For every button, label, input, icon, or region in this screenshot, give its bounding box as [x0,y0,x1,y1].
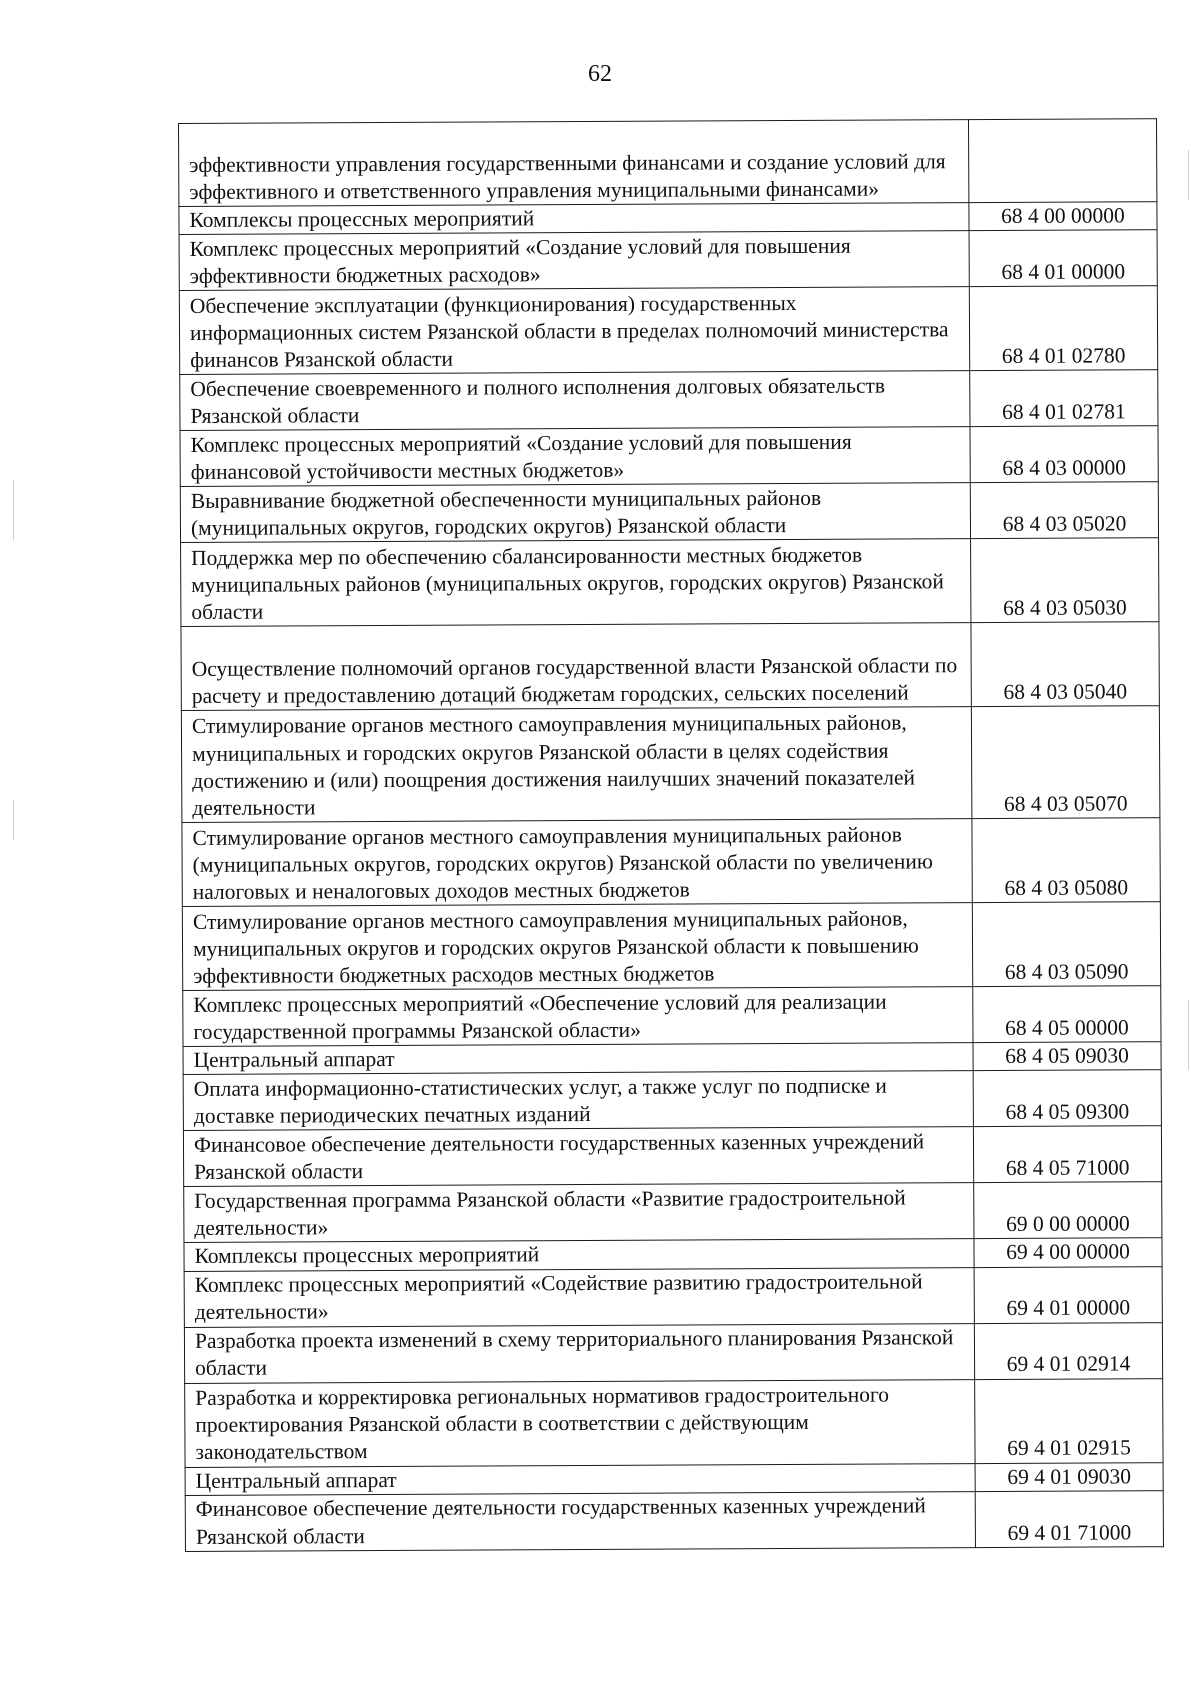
table-row [182,902,1160,991]
table-row [179,230,1157,291]
row-code: 68 4 05 09030 [973,1042,1161,1071]
row-name: эффективности управления государственными финансами и создание условий для эффективного и ответственного управления муниципальными финансами» [179,120,969,207]
row-name: Комплексы процессных мероприятий [184,1239,974,1271]
row-name: Комплекс процессных мероприятий «Создание условий для повышения эффективности бюджетных расходов» [179,231,969,291]
scan-edge-mark [13,800,14,840]
table-row [184,1182,1162,1243]
row-code: 69 4 01 00000 [974,1266,1162,1323]
row-name: Обеспечение эксплуатации (функционирования) государственных информационных систем Рязанской области в пределах полномочий министерства финансов Рязанской области [179,287,969,375]
row-code: 69 4 01 02914 [974,1322,1162,1379]
table-row [181,538,1159,627]
table-row [184,1266,1162,1327]
row-name: Обеспечение своевременного и полного исполнения долговых обязательств Рязанской области [180,371,970,431]
row-code: 68 4 03 00000 [970,426,1158,483]
row-name: Выравнивание бюджетной обеспеченности муниципальных районов (муниципальных округов, городских округов) Рязанской области [180,483,970,543]
row-name: Комплексы процессных мероприятий [179,203,969,235]
row-name: Комплекс процессных мероприятий «Создание условий для повышения финансовой устойчивости местных бюджетов» [180,427,970,487]
row-code: 68 4 01 02780 [969,286,1157,371]
row-code: 68 4 03 05040 [971,622,1159,707]
row-code: 69 4 01 02915 [975,1378,1163,1463]
table-row [180,426,1158,487]
row-name: Оплата информационно-статистических услуг, а также услуг по подписке и доставке периодических печатных изданий [183,1071,973,1131]
row-code: 69 4 01 71000 [975,1491,1163,1548]
row-name: Финансовое обеспечение деятельности государственных казенных учреждений Рязанской области [183,1127,973,1187]
row-name: Поддержка мер по обеспечению сбалансированности местных бюджетов муниципальных районов (муниципальных округов, городских округов) Рязанской области [181,539,971,627]
row-code: 69 0 00 00000 [974,1182,1162,1239]
table-row [185,1378,1163,1467]
table-row [179,286,1157,375]
row-code: 68 4 05 71000 [973,1126,1161,1183]
table-row [180,370,1158,431]
row-name: Центральный аппарат [183,1043,973,1075]
row-name: Стимулирование органов местного самоуправления муниципальных районов, муниципальных округов и городских округов Рязанской области к повышению эффективности бюджетных расходов местных бюджетов [182,903,972,991]
row-code: 68 4 03 05030 [971,538,1159,623]
table-row [183,1126,1161,1187]
row-code: 68 4 05 09300 [973,1070,1161,1127]
table-row [185,1462,1163,1495]
row-code: 68 4 03 05020 [970,482,1158,539]
row-code: 68 4 05 00000 [973,986,1161,1043]
table-row [182,818,1160,907]
table-row [183,1042,1161,1075]
table-row [181,622,1159,711]
table-row [183,986,1161,1047]
table-row [184,1238,1162,1271]
table-row [184,1322,1162,1383]
row-code: 68 4 00 00000 [969,202,1157,231]
page-number: 62 [588,61,612,87]
row-code: 68 4 03 05070 [971,706,1160,819]
table-row [185,1491,1163,1552]
scan-edge-mark [1188,1000,1189,1070]
table-row [181,706,1160,823]
table-row [180,482,1158,543]
row-code: 68 4 03 05090 [972,902,1160,987]
row-code: 68 4 01 02781 [970,370,1158,427]
row-code [968,119,1156,203]
row-name: Разработка и корректировка региональных нормативов градостроительного проектирования Рязанской области в соответствии с действующим законодательством [185,1379,975,1467]
row-code: 69 4 01 09030 [975,1462,1163,1491]
row-name: Стимулирование органов местного самоуправления муниципальных районов (муниципальных округов, городских округов) Рязанской области по увеличению налоговых и неналоговых доходов местных бюджетов [182,819,972,907]
row-name: Комплекс процессных мероприятий «Обеспечение условий для реализации государственной программы Рязанской области» [183,987,973,1047]
scan-edge-mark [1188,150,1189,200]
scan-edge-mark [13,480,14,540]
row-name: Осуществление полномочий органов государственной власти Рязанской области по расчету и предоставлению дотаций бюджетам городских, сельских поселений [181,623,971,711]
budget-classification-table [178,118,1164,1552]
row-name: Разработка проекта изменений в схему территориального планирования Рязанской области [184,1323,974,1383]
table-row [179,119,1157,207]
row-code: 68 4 03 05080 [972,818,1160,903]
row-name: Центральный аппарат [185,1463,975,1495]
row-name: Финансовое обеспечение деятельности государственных казенных учреждений Рязанской области [185,1491,975,1551]
row-name: Комплекс процессных мероприятий «Содействие развитию градостроительной деятельности» [184,1267,974,1327]
table-row [183,1070,1161,1131]
row-code: 69 4 00 00000 [974,1238,1162,1267]
row-name: Государственная программа Рязанской области «Развитие градостроительной деятельности» [184,1183,974,1243]
row-name: Стимулирование органов местного самоуправления муниципальных районов, муниципальных и городских округов Рязанской области в целях содействия достижению и (или) поощрения достижения наилучших значений показателей деятельности [181,707,972,823]
row-code: 68 4 01 00000 [969,230,1157,287]
table-row [179,202,1157,235]
